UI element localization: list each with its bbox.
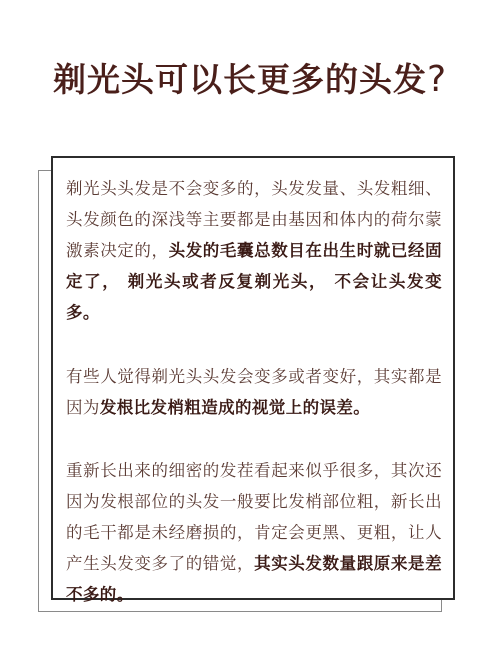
title-question-mark: ?: [426, 59, 448, 100]
article-body: [66, 173, 442, 610]
title-text: 剃光头可以长更多的头发: [52, 60, 427, 99]
paragraph-3-emphasis: 其实头发数量跟原来是差不多的。: [66, 554, 442, 604]
paragraph-1-emphasis: 头发的毛囊总数目在出生时就已经固定了， 剃光头或者反复剃光头， 不会让头发变多。: [66, 241, 443, 322]
paragraph-2: [66, 361, 442, 423]
paragraph-2-emphasis: 发根比发梢粗造成的视觉上的误差。: [99, 398, 371, 417]
paragraph-2-text: 有些人觉得剃光头头发会变多或者变好，其实都是因为: [66, 367, 442, 417]
paragraph-3-text: 重新长出来的细密的发茬看起来似乎很多，其次还因为发根部位的头发一般要比发梢部位粗，新长出的毛干都是未经磨损的，肯定会更黑、更粗，让人产生头发变多了的错觉，: [66, 461, 442, 573]
paragraph-1-text: 剃光头头发是不会变多的，头发发量、头发粗细、头发颜色的深浅等主要都是由基因和体内的荷尔蒙激素决定的，: [66, 179, 442, 260]
paragraph-3: [66, 455, 442, 610]
page-title: [0, 58, 500, 102]
paragraph-1: [66, 173, 442, 328]
